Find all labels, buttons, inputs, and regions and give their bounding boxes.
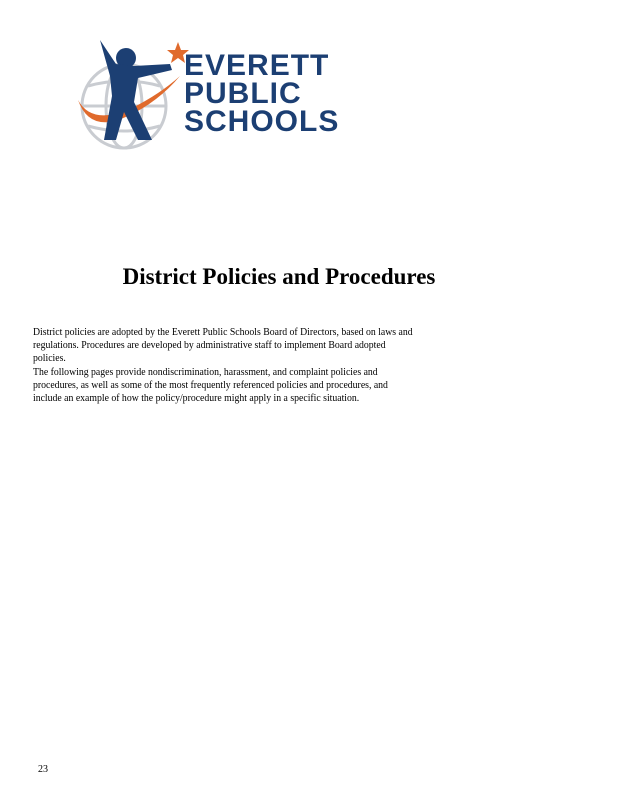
page-number: 23 xyxy=(38,764,48,775)
paragraph-following-pages: The following pages provide nondiscrimination, harassment, and complaint policies and procedures, as well as some of the most frequently referenced policies and procedures, and include an example of how the policy/procedure might apply in a specific situation. xyxy=(33,367,388,404)
everett-public-schools-logo xyxy=(72,36,362,152)
page-title: District Policies and Procedures xyxy=(122,264,436,289)
logo-line-3: SCHOOLS xyxy=(184,105,340,138)
globe-figure-star-icon xyxy=(72,36,192,152)
logo-line-2: PUBLIC xyxy=(184,77,302,110)
logo-wordmark xyxy=(184,49,340,138)
paragraph-policies: District policies are adopted by the Everett Public Schools Board of Directors, based on laws and regulations. Procedures are developed by administrative staff to implement Board adopted policies. xyxy=(33,327,413,364)
logo-line-1: EVERETT xyxy=(184,49,330,82)
